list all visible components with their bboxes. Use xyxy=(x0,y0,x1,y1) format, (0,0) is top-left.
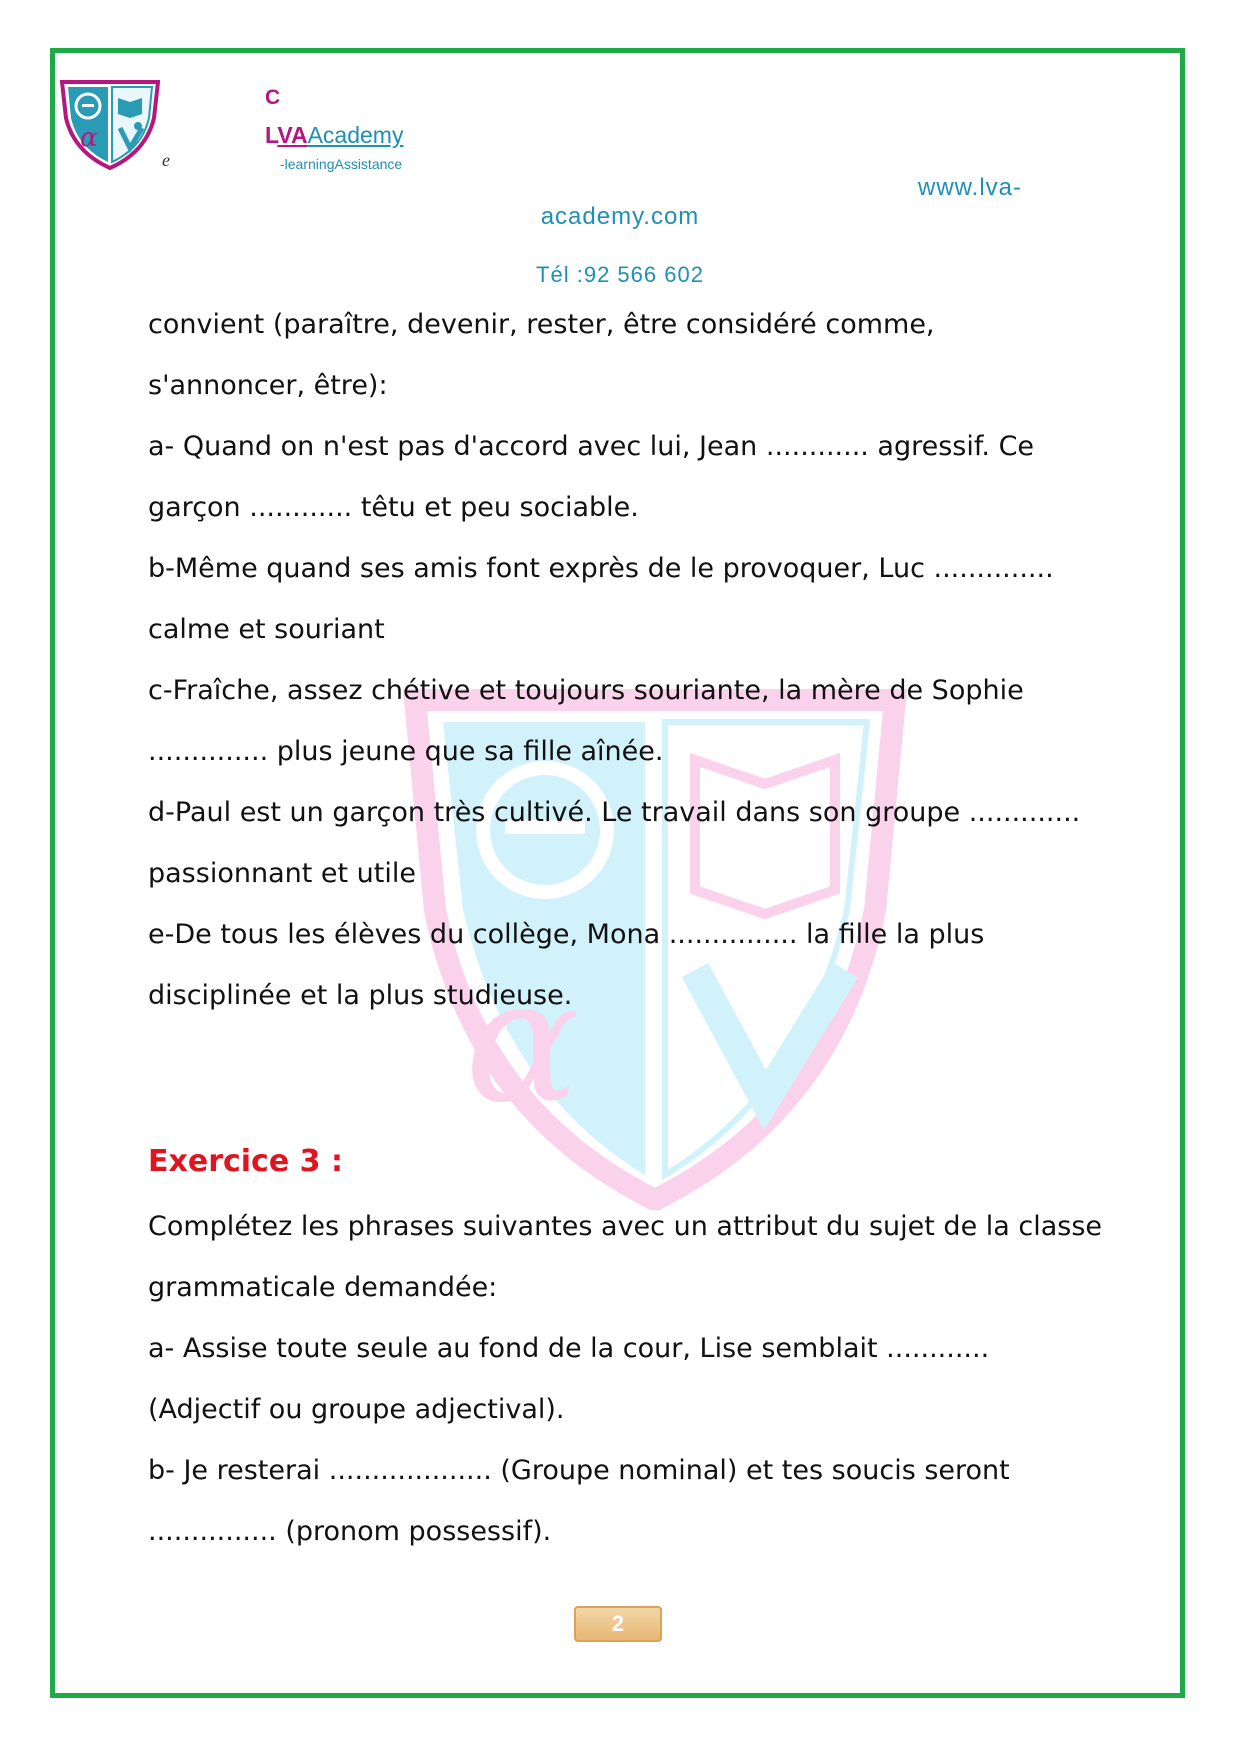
website-link-part1[interactable]: www.lva- xyxy=(918,174,1023,201)
text-line: Complétez les phrases suivantes avec un attribut du sujet de la classe xyxy=(148,1211,1103,1242)
brand-tagline: -learningAssistance xyxy=(280,156,403,172)
text-line: passionnant et utile xyxy=(148,858,416,889)
text-line: b- Je resterai ................... (Groupe nominal) et tes soucis seront xyxy=(148,1455,1010,1486)
brand-initial: C xyxy=(265,86,281,109)
text-line: convient (paraître, devenir, rester, être considéré comme, xyxy=(148,309,935,340)
text-line: s'annoncer, être): xyxy=(148,370,388,401)
logo-letter: e xyxy=(162,150,170,170)
text-line: (Adjectif ou groupe adjectival). xyxy=(148,1394,565,1425)
exercise-3-title: Exercice 3 : xyxy=(148,1144,343,1179)
website-link-part2[interactable]: academy.com xyxy=(540,203,700,230)
page-number: 2 xyxy=(574,1606,662,1642)
text-line: disciplinée et la plus studieuse. xyxy=(148,980,573,1011)
brand-lva-l: L xyxy=(265,122,278,148)
text-line: d-Paul est un garçon très cultivé. Le travail dans son groupe ............. xyxy=(148,797,1081,828)
text-line: c-Fraîche, assez chétive et toujours souriante, la mère de Sophie xyxy=(148,675,1024,706)
text-line: a- Quand on n'est pas d'accord avec lui, Jean ............ agressif. Ce xyxy=(148,431,1035,462)
svg-text:α: α xyxy=(80,123,98,153)
text-line: .............. plus jeune que sa fille aînée. xyxy=(148,736,664,767)
text-line: b-Même quand ses amis font exprès de le provoquer, Luc .............. xyxy=(148,553,1054,584)
text-line: calme et souriant xyxy=(148,614,385,645)
brand-lva-va: VA xyxy=(277,122,308,148)
text-line: ............... (pronom possessif). xyxy=(148,1516,552,1547)
text-line: garçon ............ têtu et peu sociable. xyxy=(148,492,639,523)
text-line: e-De tous les élèves du collège, Mona ............... la fille la plus xyxy=(148,919,985,950)
brand-name xyxy=(265,122,403,149)
brand-academy-link[interactable]: Academy xyxy=(307,122,404,148)
lva-shield-logo xyxy=(58,78,162,170)
text-line: grammaticale demandée: xyxy=(148,1272,498,1303)
svg-text:α: α xyxy=(465,943,580,1141)
text-line: a- Assise toute seule au fond de la cour, Lise semblait ............ xyxy=(148,1333,990,1364)
phone-number: Tél :92 566 602 xyxy=(536,262,704,287)
